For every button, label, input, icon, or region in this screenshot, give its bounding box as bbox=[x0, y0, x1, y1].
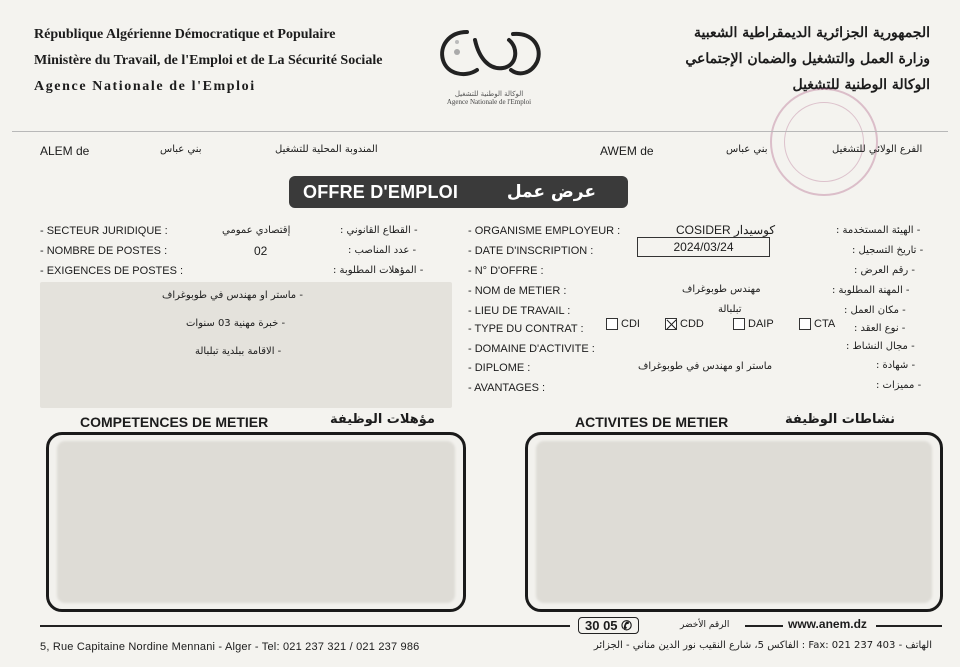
competences-arabic: مؤهلات الوظيفة bbox=[330, 412, 435, 427]
anem-logo-icon bbox=[429, 18, 549, 88]
title-banner bbox=[289, 176, 628, 208]
secteur-label: - SECTEUR JURIDIQUE : bbox=[40, 225, 168, 237]
footer-address-arabic-street: 5، شارع النقيب نور الدين مناني - الجزائر bbox=[593, 640, 764, 651]
agency-ar: الوكالة الوطنية للتشغيل bbox=[792, 77, 930, 93]
contract-cdd-label: CDD bbox=[680, 318, 704, 330]
footer-address-arabic bbox=[594, 640, 932, 651]
footer-line-mid bbox=[745, 625, 783, 627]
ministry-fr: Ministère du Travail, de l'Emploi et de La Sécurité Sociale bbox=[34, 53, 383, 68]
requirement-1: - ماستر او مهندس في طوبوغراف bbox=[162, 290, 303, 301]
postes-arabic: - عدد المناصب : bbox=[348, 245, 417, 256]
website-link[interactable]: www.anem.dz bbox=[788, 617, 867, 631]
awem-label: AWEM de bbox=[600, 144, 654, 158]
green-number-value: 30 05 bbox=[585, 618, 618, 633]
checkbox-cta[interactable] bbox=[799, 318, 811, 330]
date-field: 2024/03/24 bbox=[637, 237, 770, 257]
official-stamp bbox=[770, 88, 878, 196]
anem-logo bbox=[424, 18, 554, 122]
date-label: - DATE D'INSCRIPTION : bbox=[468, 245, 594, 257]
header-french bbox=[34, 22, 382, 100]
competences-title: COMPETENCES DE METIER bbox=[80, 414, 269, 430]
green-number-label: الرقم الأخضر bbox=[680, 620, 730, 630]
header-divider bbox=[12, 131, 948, 132]
contract-daip[interactable] bbox=[733, 318, 774, 330]
checkbox-cdd-checked[interactable] bbox=[665, 318, 677, 330]
postes-value: 02 bbox=[254, 244, 268, 258]
offre-arabic: - رقم العرض : bbox=[854, 265, 916, 276]
diplome-value: ماستر او مهندس في طوبوغراف bbox=[638, 361, 773, 372]
green-number bbox=[578, 618, 639, 634]
contrat-label: - TYPE DU CONTRAT : bbox=[468, 323, 584, 335]
alem-arabic: المندوبة المحلية للتشغيل bbox=[275, 144, 378, 155]
contract-daip-label: DAIP bbox=[748, 318, 774, 330]
awem-city: بني عباس bbox=[726, 144, 768, 155]
metier-value: مهندس طوبوغراف bbox=[682, 284, 761, 295]
diplome-label: - DIPLOME : bbox=[468, 362, 531, 374]
title-french: OFFRE D'EMPLOI bbox=[303, 181, 459, 202]
contract-cta[interactable] bbox=[799, 318, 835, 330]
requirement-3: - الاقامة ببلدية تبلبالة bbox=[195, 346, 282, 357]
footer-line-right bbox=[876, 625, 942, 627]
metier-arabic: - المهنة المطلوبة : bbox=[832, 285, 910, 296]
contract-cta-label: CTA bbox=[814, 318, 836, 330]
exigences-label: - EXIGENCES DE POSTES : bbox=[40, 265, 184, 277]
contract-cdi[interactable] bbox=[606, 318, 640, 330]
contrat-arabic: - نوع العقد : bbox=[854, 323, 906, 334]
contract-cdd[interactable] bbox=[665, 318, 704, 330]
footer-address-arabic-fax: الهاتف - Fax: 021 237 403 : الفاكس bbox=[767, 640, 932, 651]
checkbox-cdi[interactable] bbox=[606, 318, 618, 330]
organisme-value: COSIDER كوسيدار bbox=[676, 223, 776, 237]
competences-box bbox=[46, 432, 466, 612]
header-arabic bbox=[685, 20, 930, 98]
republic-fr: République Algérienne Démocratique et Populaire bbox=[34, 27, 336, 42]
organisme-label: - ORGANISME EMPLOYEUR : bbox=[468, 225, 621, 237]
diplome-arabic: - شهادة : bbox=[876, 360, 916, 371]
secteur-arabic: - القطاع القانوني : bbox=[340, 225, 418, 236]
awem-arabic: الفرع الولائي للتشغيل bbox=[832, 144, 923, 155]
domaine-label: - DOMAINE D'ACTIVITE : bbox=[468, 343, 595, 355]
logo-french: Agence Nationale de l'Emploi bbox=[446, 98, 532, 106]
activites-arabic: نشاطات الوظيفة bbox=[785, 412, 895, 427]
organisme-arabic: - الهيئة المستخدمة : bbox=[836, 225, 921, 236]
footer-line-left bbox=[40, 625, 570, 627]
avantages-arabic: - مميزات : bbox=[876, 380, 922, 391]
alem-city: بني عباس bbox=[160, 144, 202, 155]
footer-address: 5, Rue Capitaine Nordine Mennani - Alger - Tel: 021 237 321 / 021 237 986 bbox=[40, 641, 420, 653]
activites-title: ACTIVITES DE METIER bbox=[575, 414, 729, 430]
logo-arabic: الوكالة الوطنية للتشغيل bbox=[454, 90, 524, 98]
title-arabic: عرض عمل bbox=[506, 182, 596, 202]
checkbox-daip[interactable] bbox=[733, 318, 745, 330]
alem-label: ALEM de bbox=[40, 144, 90, 158]
republic-ar: الجمهورية الجزائرية الديمقراطية الشعبية bbox=[693, 25, 930, 41]
activites-box bbox=[525, 432, 943, 612]
contract-cdi-label: CDI bbox=[621, 318, 640, 330]
offre-label: - N° D'OFFRE : bbox=[468, 265, 544, 277]
phone-icon: ✆ bbox=[621, 618, 633, 633]
postes-label: - NOMBRE DE POSTES : bbox=[40, 245, 168, 257]
avantages-label: - AVANTAGES : bbox=[468, 382, 546, 394]
agency-fr: Agence Nationale de l'Emploi bbox=[34, 79, 256, 94]
lieu-arabic: - مكان العمل : bbox=[844, 305, 906, 316]
domaine-arabic: - مجال النشاط : bbox=[846, 341, 915, 352]
ministry-ar: وزارة العمل والتشغيل والضمان الإجتماعي bbox=[685, 51, 930, 67]
exigences-arabic: - المؤهلات المطلوبة : bbox=[333, 265, 424, 276]
secteur-value: إقتصادي عمومي bbox=[222, 225, 291, 236]
green-number-box bbox=[578, 617, 639, 634]
lieu-value: تبلبالة bbox=[718, 304, 742, 315]
lieu-label: - LIEU DE TRAVAIL : bbox=[468, 305, 571, 317]
requirement-2: - خبرة مهنية 03 سنوات bbox=[186, 318, 286, 329]
date-arabic: - تاريخ التسجيل : bbox=[852, 245, 924, 256]
metier-label: - NOM de METIER : bbox=[468, 285, 567, 297]
